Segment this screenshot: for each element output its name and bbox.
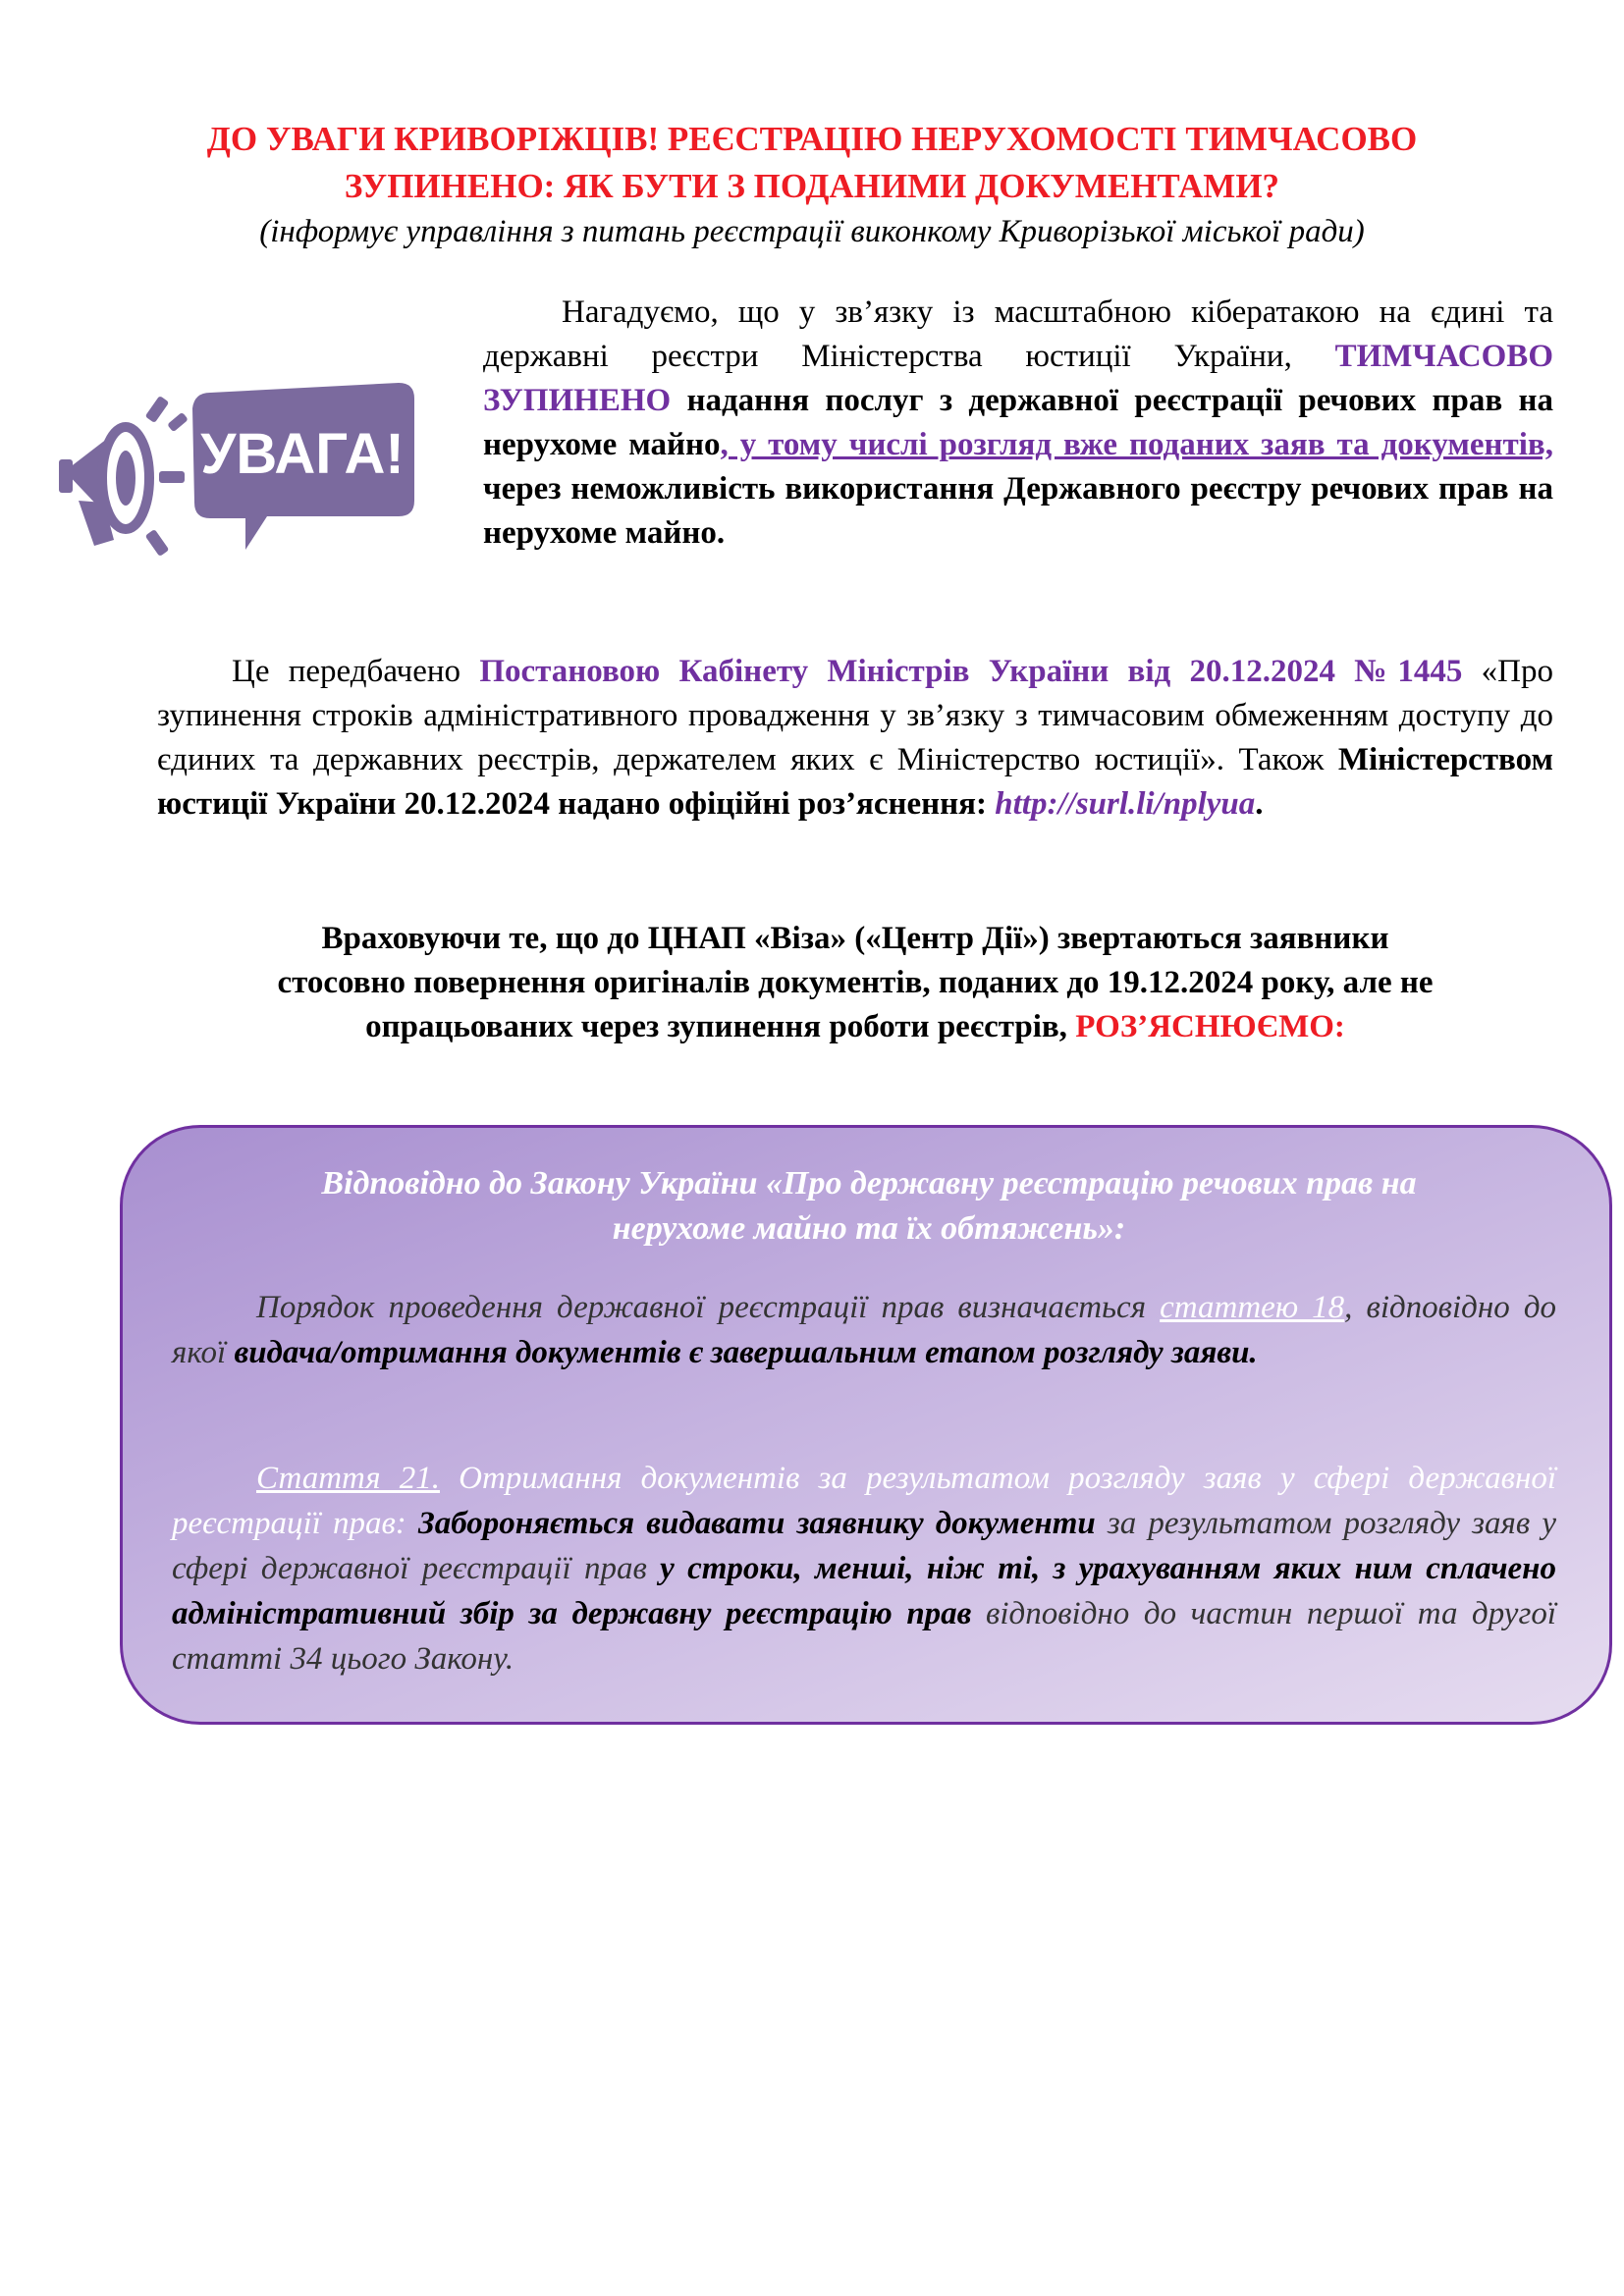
decree-paragraph: Це передбачено Постановою Кабінету Міністрів України від 20.12.2024 №1445 «Про зупинення строків адміністративного провадження у зв’язку з тимчасовим обмеженням доступу до єдиних та державних реєстрів, держателем яких є Міністерство юстиції». Також Міністерством юстиції України 20.12.2024 надано офіційні роз’яснення: http://surl.li/nplyua. [157,654,1553,822]
cabinet-resolution: Постановою Кабінету Міністрів України від 20.12.2024 №1445 [479,654,1463,689]
box-heading: Відповідно до Закону України «Про державну реєстрацію речових прав на нерухоме майно та їх обтяжень»: [321,1165,1417,1247]
explanation-block: Враховуючи те, що до ЦНАП «Віза» («Центр Дії») звертаються заявники стосовно повернення оригіналів документів, поданих до 19.12.2024 року, але не опрацьованих через зупинення роботи реєстрів, РОЗ’ЯСНЮЄМО: [277,921,1434,1044]
title-line-1: ДО УВАГИ КРИВОРІЖЦІВ! РЕЄСТРАЦІЮ НЕРУХОМОСТІ ТИМЧАСОВО [206,120,1418,158]
logo-text: УВАГА! [200,422,405,486]
law-info-box [120,1125,1612,1725]
attention-logo [57,353,420,569]
box-paragraph-1: Порядок проведення державної реєстрації прав визначається статтею 18, відповідно до якої видача/отримання документів є завершальним етапом розгляду заяви. [172,1290,1557,1370]
article-18-link[interactable]: статтею 18 [1160,1290,1345,1325]
intro-paragraph: Нагадуємо, що у зв’язку із масштабною кібератакою на єдині та державні реєстри Міністерства юстиції України, ТИМЧАСОВО ЗУПИНЕНО надання послуг з державної реєстрації речових прав на нерухоме майно, у тому числі розгляд вже поданих заяв та документів, через неможливість використання Державного реєстру речових прав на нерухоме майно. [483,294,1553,551]
article-21-link[interactable]: Стаття 21. [256,1461,440,1496]
box-paragraph-2: Стаття 21. Отримання документів за результатом розгляду заяв у сфері державної реєстрації прав: Забороняється видавати заявнику документи за результатом розгляду заяв у сфері державної реєстрації прав у строки, менші, ніж ті, з урахуванням яких ним сплачено адміністративний збір за державну реєстрацію прав відповідно до частин першої та другої статті 34 цього Закону. [172,1461,1556,1677]
title-line-2: ЗУПИНЕНО: ЯК БУТИ З ПОДАНИМИ ДОКУМЕНТАМИ? [344,167,1280,205]
we-explain-label: РОЗ’ЯСНЮЄМО: [1075,1009,1345,1044]
suspended-highlight: ТИМЧАСОВО ЗУПИНЕНО [483,339,1553,418]
megaphone-icon [59,396,189,557]
page-title [88,116,1536,210]
subtitle: (інформує управління з питань реєстрації виконкому Криворізької міської ради) [259,214,1365,249]
pending-applications-link[interactable]: , у тому числі розгляд вже поданих заяв та документів, [720,427,1553,462]
explanation-link[interactable]: http://surl.li/nplyua [995,786,1256,822]
